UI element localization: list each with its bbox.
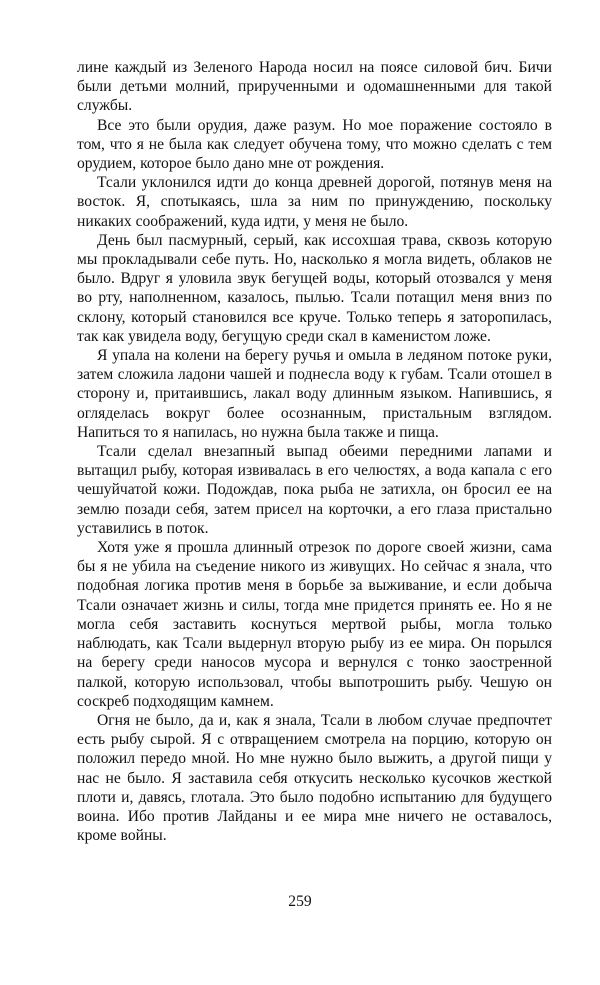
paragraph: Я упала на колени на берегу ручья и омыла в ледяном потоке руки, затем сложила ладони чашей и поднесла воду к губам. Тсали отошел в сторону и, притаившись, лакал воду длинным языком. Напившись, я огляделась вокруг более осознанным, пристальным взглядом. Напиться то я напилась, но нужна была также и пища.	[77, 347, 552, 441]
paragraph: Тсали уклонился идти до конца древней дорогой, потянув меня на восток. Я, спотыкаясь, шла за ним по принуждению, поскольку никаких соображений, куда идти, у меня не было.	[77, 174, 552, 230]
paragraph: Огня не было, да и, как я знала, Тсали в любом случае предпочтет есть рыбу сырой. Я с отвращением смотрела на порцию, которую он положил передо мной. Но мне нужно было выжить, а другой пищи у нас не было. Я заставила себя откусить несколько кусочков жесткой плоти и, давясь, глотала. Это было подобно испытанию для будущего воина. Ибо против Лайданы и ее мира мне ничего не оставалось, кроме войны.	[77, 711, 552, 845]
page-number: 259	[288, 893, 312, 910]
paragraph: День был пасмурный, серый, как иссохшая трава, сквозь которую мы прокладывали себе путь. Но, насколько я могла видеть, облаков не было. Вдруг я уловила звук бегущей воды, который отозвался у меня во рту, наполненном, казалось, пылью. Тсали потащил меня вниз по склону, который становился все круче. Только теперь я заторопилась, так как увидела воду, бегущую среди скал в каменистом ложе.	[77, 231, 552, 345]
paragraph: лине каждый из Зеленого Народа носил на поясе силовой бич. Бичи были детьми молний, прирученными и одомашненными для такой службы.	[77, 59, 552, 115]
paragraph: Тсали сделал внезапный выпад обеими передними лапами и вытащил рыбу, которая извивалась в его челюстях, а вода капала с его чешуйчатой кожи. Подождав, пока рыба не затихла, он бросил ее на землю позади себя, затем присел на корточки, а его глаза пристально уставились в поток.	[77, 443, 552, 537]
page-text	[77, 58, 552, 845]
paragraph: Хотя уже я прошла длинный отрезок по дороге своей жизни, сама бы я не убила на съедение никого из живущих. Но сейчас я знала, что подобная логика против меня в борьбе за выживание, и если добыча Тсали означает жизнь и силы, тогда мне придется принять ее. Но я не могла себя заставить коснуться мертвой рыбы, могла только наблюдать, как Тсали выдернул вторую рыбу из ее мира. Он порылся на берегу среди наносов мусора и вернулся с тонко заостренной палкой, которую использовал, чтобы выпотрошить рыбу. Чешую он соскреб подходящим камнем.	[77, 539, 552, 710]
paragraph: Все это были орудия, даже разум. Но мое поражение состояло в том, что я не была как следует обучена тому, что можно сделать с тем орудием, которое было дано мне от рождения.	[77, 116, 552, 173]
